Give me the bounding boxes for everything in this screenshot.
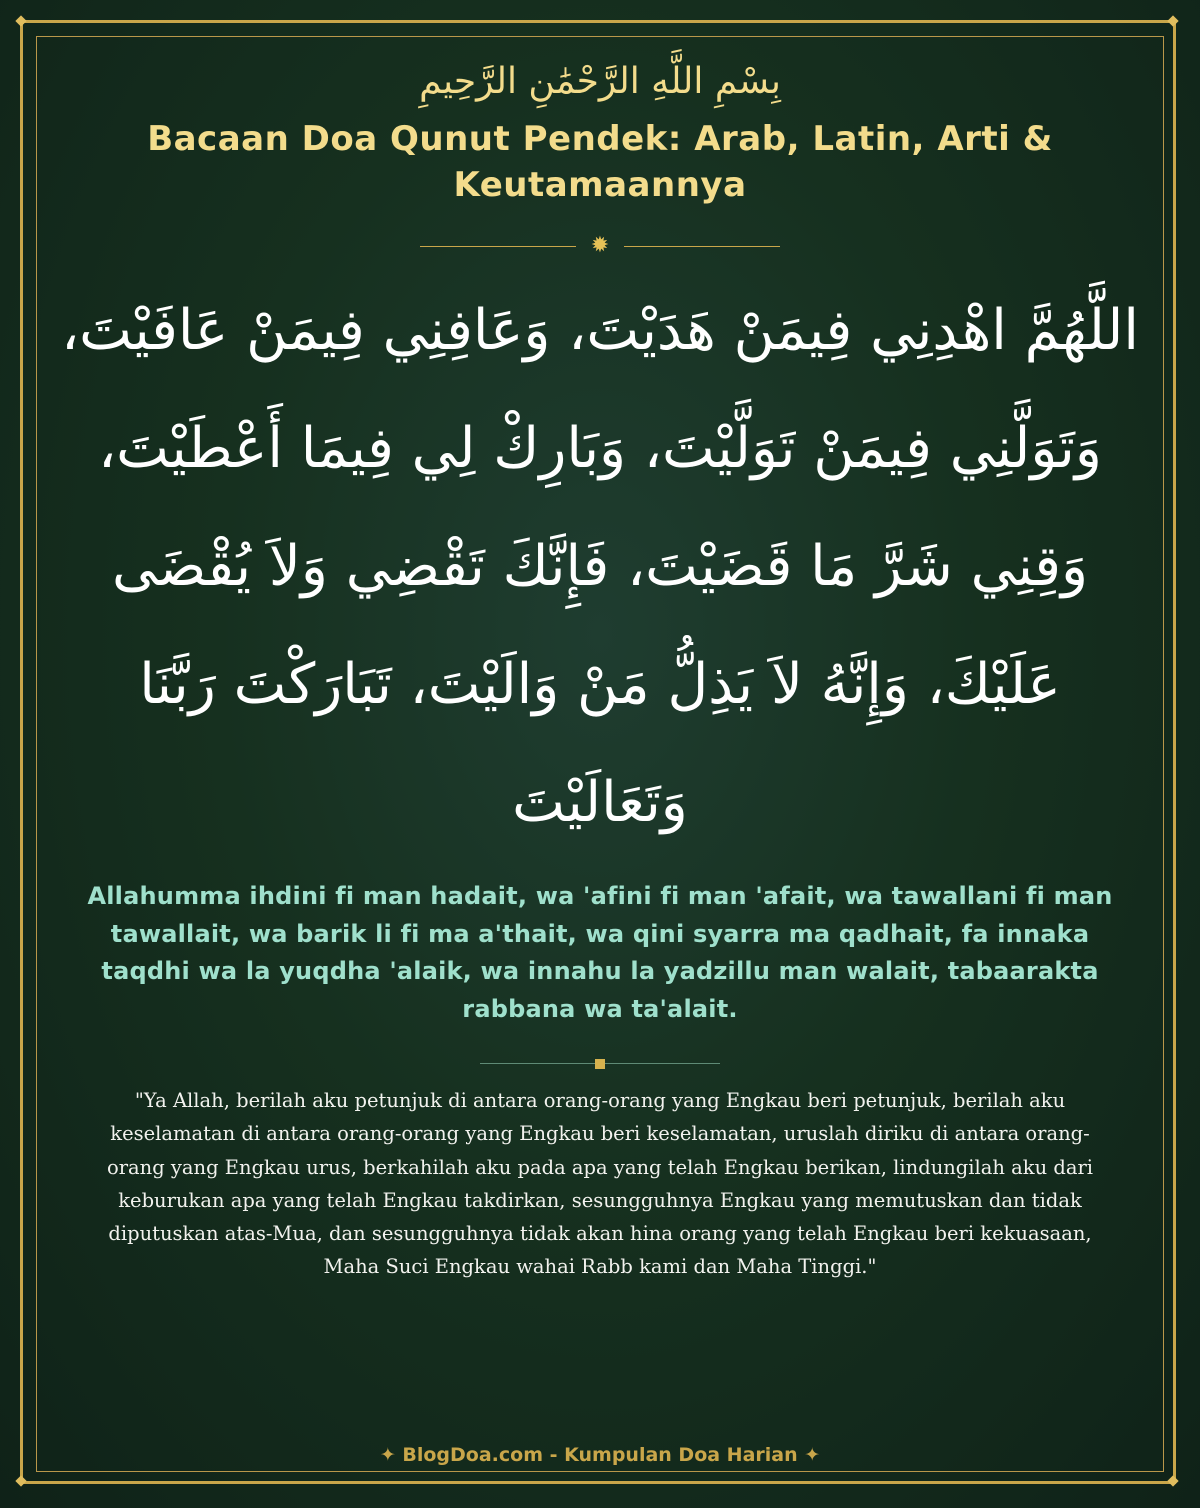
page-title: Bacaan Doa Qunut Pendek: Arab, Latin, Arti & Keutamaannya xyxy=(147,119,1053,205)
section-divider xyxy=(0,1054,1200,1074)
star-ornament-icon: ✹ xyxy=(590,233,610,258)
square-ornament-icon xyxy=(595,1059,605,1069)
title-divider xyxy=(0,234,1200,258)
arabic-prayer-text: اللَّهُمَّ اهْدِنِي فِيمَنْ هَدَيْتَ، وَعَافِنِي فِيمَنْ عَافَيْتَ، وَتَوَلَّنِي فِيمَنْ تَوَلَّيْتَ، وَبَارِكْ لِي فِيمَا أَعْطَيْتَ، وَقِنِي شَرَّ مَا قَضَيْتَ، فَإِنَّكَ تَقْضِي وَلاَ يُقْضَى عَلَيْكَ، وَإِنَّهُ لاَ يَذِلُّ مَنْ وَالَيْتَ، تَبَارَكْتَ رَبَّنَا وَتَعَالَيْتَ xyxy=(61,298,1139,835)
basmalah-heading: بِسْمِ اللَّهِ الرَّحْمَٰنِ الرَّحِيمِ xyxy=(419,61,781,102)
latin-transliteration: Allahumma ihdini fi man hadait, wa 'afini fi man 'afait, wa tawallani fi man tawallait, wa barik li fi ma a'thait, wa qini syarra ma qadhait, fa innaka taqdhi wa la yuqdha 'alaik, wa innahu la yadzillu man walait, tabaarakta rabbana wa ta'alait. xyxy=(87,882,1113,1023)
divider-line-right xyxy=(624,246,780,247)
divider-line-left xyxy=(420,246,576,247)
footer-credit: ✦ BlogDoa.com - Kumpulan Doa Harian ✦ xyxy=(379,1444,821,1466)
translation-text: "Ya Allah, berilah aku petunjuk di antara orang-orang yang Engkau beri petunjuk, berilah aku keselamatan di antara orang-orang yang Engkau beri keselamatan, uruslah diriku di antara orang-orang yang Engkau urus, berkahilah aku pada apa yang telah Engkau berikan, lindungilah aku dari keburukan apa yang telah Engkau takdirkan, sesungguhnya Engkau yang memutuskan dan tidak diputuskan atas-Mua, dan sesungguhnya tidak akan hina orang yang telah Engkau beri kekuasaan, Maha Suci Engkau wahai Rabb kami dan Maha Tinggi." xyxy=(106,1089,1094,1279)
